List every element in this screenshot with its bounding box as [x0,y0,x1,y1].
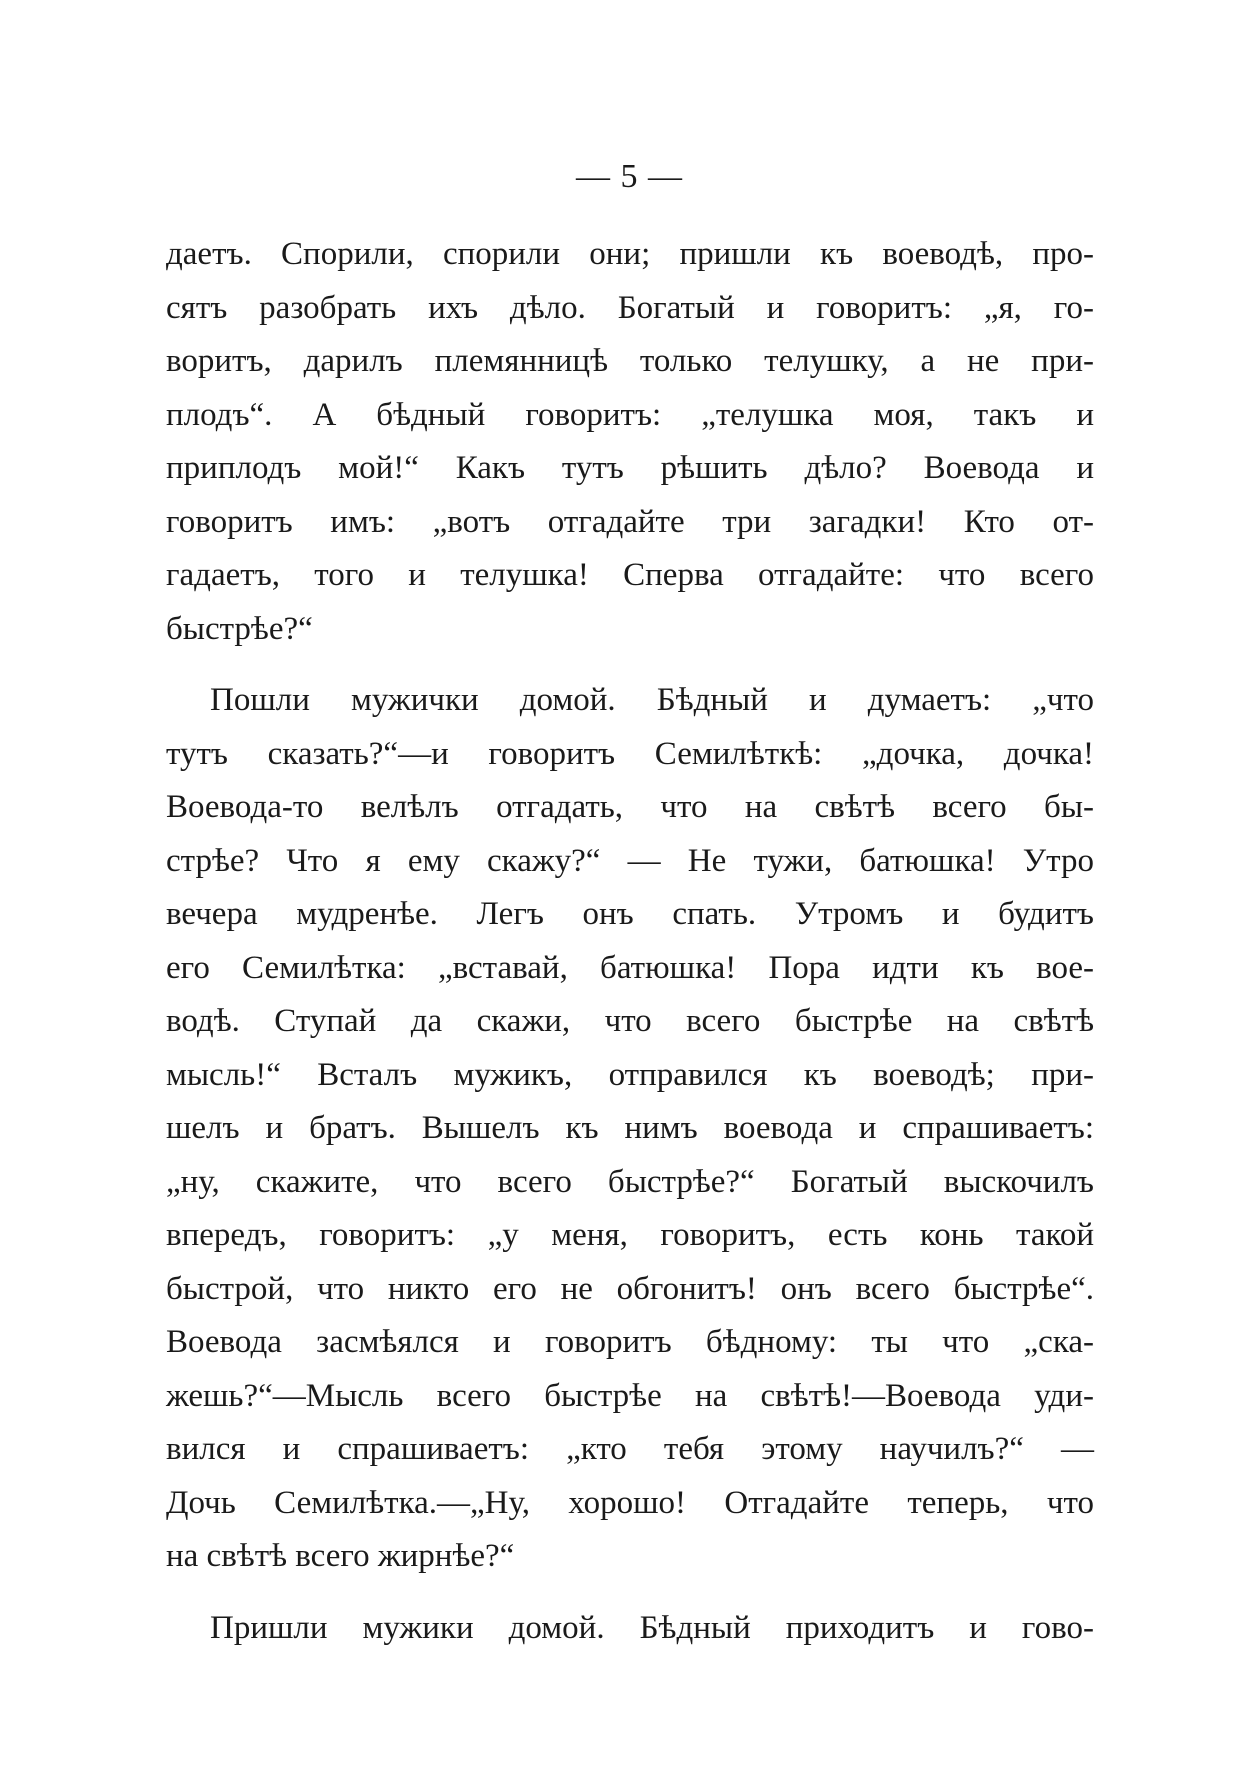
text-line: мысль!“ Всталъ мужикъ, отправился къ воеводѣ; при- [166,1056,1094,1093]
text-line: жешь?“—Мысль всего быстрѣе на свѣтѣ!—Воевода уди- [166,1377,1094,1414]
page-number: — 5 — [576,158,683,195]
text-line: его Семилѣтка: „вставай, батюшка! Пора идти къ вое- [166,949,1094,986]
text-line: Пошли мужички домой. Бѣдный и думаетъ: „что [210,682,1094,718]
page-text [166,228,1094,1655]
text-line: приплодъ мой!“ Какъ тутъ рѣшить дѣло? Воевода и [166,450,1094,486]
text-line: быстрѣе?“ [166,610,313,647]
text-line: быстрой, что никто его не обгонитъ! онъ всего быстрѣе“. [166,1270,1094,1307]
text-line: сятъ разобрать ихъ дѣло. Богатый и говоритъ: „я, го- [166,289,1094,326]
text-line: шелъ и братъ. Вышелъ къ нимъ воевода и спрашиваетъ: [166,1110,1094,1146]
text-line: вечера мудренѣе. Легъ онъ спать. Утромъ и будитъ [166,896,1094,932]
text-line: Пришли мужики домой. Бѣдный приходитъ и гово- [210,1609,1094,1646]
text-line: Дочь Семилѣтка.—„Ну, хорошо! Отгадайте теперь, что [166,1484,1094,1521]
text-line: воритъ, дарилъ племянницѣ только телушку, а не при- [166,343,1094,379]
text-line: „ну, скажите, что всего быстрѣе?“ Богатый выскочилъ [166,1163,1094,1200]
text-line: Воевода засмѣялся и говоритъ бѣдному: ты что „ска- [166,1324,1094,1360]
paragraph [166,674,1094,1584]
paragraph [166,1602,1094,1656]
text-line: впередъ, говоритъ: „у меня, говоритъ, есть конь такой [166,1217,1094,1253]
text-line: на свѣтѣ всего жирнѣе?“ [166,1538,515,1574]
text-line: плодъ“. А бѣдный говоритъ: „телушка моя, такъ и [166,396,1094,433]
text-line: гадаетъ, того и телушка! Сперва отгадайте: что всего [166,557,1094,593]
text-line: водѣ. Ступай да скажи, что всего быстрѣе на свѣтѣ [166,1003,1094,1039]
text-line: тутъ сказать?“—и говоритъ Семилѣткѣ: „дочка, дочка! [166,735,1094,772]
text-line: Воевода-то велѣлъ отгадать, что на свѣтѣ всего бы- [166,789,1094,825]
text-line: вился и спрашиваетъ: „кто тебя этому научилъ?“ — [166,1431,1094,1467]
text-line: стрѣе? Что я ему скажу?“ — Не тужи, батюшка! Утро [166,842,1094,879]
text-line: говоритъ имъ: „вотъ отгадайте три загадки! Кто от- [166,503,1094,540]
text-line: даетъ. Спорили, спорили они; пришли къ воеводѣ, про- [166,236,1094,272]
paragraph [166,228,1094,656]
